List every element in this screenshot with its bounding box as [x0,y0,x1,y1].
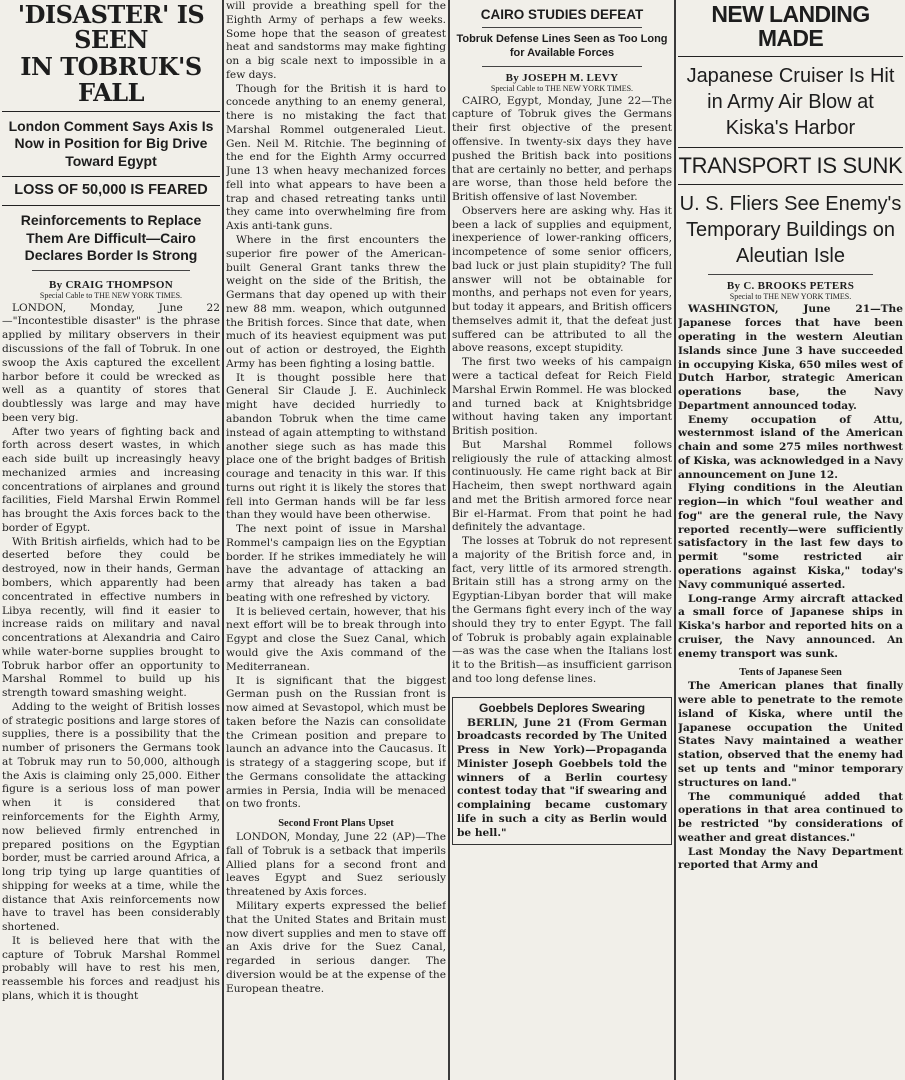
paragraph: Where in the first encounters the superior fire power of the American-built General Grant tanks threw the weight on the side of the British, the Germans that day opened up with their new 88 mm. weapon, which outgunned the British forces. Since that date, when much of its heaviest equipment was put out of action or destroyed, the Eighth Army has been fighting a losing battle. [226,234,446,370]
column-rule [222,0,224,1080]
article-body [452,95,672,687]
article-continuation [226,0,446,1080]
deck: LOSS OF 50,000 IS FEARED [14,182,208,199]
dateline-credit: Special Cable to THE NEW YORK TIMES. [39,290,183,300]
article-tobruk-fall [2,0,220,1080]
paragraph: Adding to the weight of British losses of strategic positions and large stores of supplies, there is a possibility that the number of prisoners the Germans took at Tobruk may run to 50,000, although the Axis is claiming only 25,000. Either figure is a serious loss of man power when it is considered that reinforcements for the Eighth Army, now believed firmly entrenched in prepared positions on the Egyptian border, must be carried around Africa, a long trip tying up large quantities of shipping for weeks at a time, while the distance that Axis reinforcements now have to travel has been considerably shortened. [2,700,220,934]
deck: Reinforcements to Replace Them Are Difficult—Cairo Declares Border Is Strong [20,212,202,264]
article-kiska [678,0,903,1080]
paragraph: Last Monday the Navy Department reported that Army and [678,845,903,872]
article-body [678,680,903,873]
paragraph: With British airfields, which had to be deserted before they could be destroyed, now in their hands, German bombers, which apparently had been concentrated in effective numbers in Libya recently, will find it easier to increase raids on military and naval concentrations at Alexandria and Cairo while water-borne supplies brought to Tobruk harbor offer an opportunity to Marshal Rommel to build up his strength toward smashing weight. [2,535,220,700]
subhead: Tents of Japanese Seen [739,667,842,679]
article-cairo [452,0,672,1080]
headline: 'DISASTER' IS SEEN [17,0,205,55]
sidebar-box [452,697,672,846]
divider [678,184,903,185]
paragraph: Military experts expressed the belief that the United States and Britain must now divert supplies and men to stave off an Axis drive for the Suez Canal, regarded in serious danger. The diversion would be at the expense of the European theatre. [226,900,446,995]
paragraph: will provide a breathing spell for the Eighth Army of perhaps a few weeks. Some hope that the season of greatest heat and sandstorms may make fighting on a big scale next to impossible in a few days. [226,0,446,81]
article-body [226,831,446,996]
column-rule [674,0,676,1080]
subhead: Second Front Plans Upset [278,818,394,830]
divider [678,147,903,148]
headline: IN TOBRUK'S FALL [20,52,202,107]
paragraph: Long-range Army aircraft attacked a small force of Japanese ships in Kiska's harbor and reported hits on a cruiser, the Navy announced. An enemy transport was sunk. [678,592,903,660]
paragraph: Enemy occupation of Attu, westernmost island of the American chain and some 275 miles northwest of Kiska, was acknowledged in a Navy announcement on June 12. [678,413,903,481]
divider [2,176,220,177]
paragraph: Observers here are asking why. Has it been a lack of supplies and equipment, inexperience of lower-ranking officers, incompetence of some senior officers, bad luck or just plain stupidity? The full answer will not be obtainable for months, and perhaps not even for years, but today it appears, and British officers themselves admit it, that the defeat just suffered can be attributed to all the above reasons, except stupidity. [452,204,672,355]
divider [482,27,642,28]
paragraph: It is believed here that with the capture of Tobruk Marshal Rommel probably will have to rest his men, reassemble his forces and readjust his plans, which it is thought [2,934,220,1002]
paragraph: The next point of issue in Marshal Rommel's campaign lies on the Egyptian border. If he strikes immediately he will have the advantage of attacking an army that already has taken a bad beating with one refreshed by victory. [226,523,446,604]
deck: Tobruk Defense Lines Seen as Too Long for Available Forces [456,33,668,59]
divider [2,205,220,206]
paragraph: The American planes that finally were able to penetrate to the remote island of Kiska, where until the Japanese occupation the United States Navy maintained a weather station, observed that the enemy had set up tents and "minor temporary structures on land." [678,680,903,789]
deck: U. S. Fliers See Enemy's Temporary Buildings on Aleutian Isle [679,193,902,268]
article-body [226,0,446,812]
paragraph: It is significant that the biggest German push on the Russian front is now aimed at Sevastopol, which must be taken before the Nazis can consolidate the Crimean position and prepare to launch an advance into the Caucasus. It is strategy of a staggering scope, but if the Germans consolidate the attacking armies in Persia, India will be menaced on two fronts. [226,674,446,811]
paragraph: WASHINGTON, June 21—The Japanese forces that have been operating in the western Aleutian Islands since June 3 have succeeded in occupying Kiska, 650 miles west of Dutch Harbor, strategic American operations base, the Navy Department announced today. [678,303,903,412]
deck: Japanese Cruiser Is Hit in Army Air Blow at Kiska's Harbor [686,65,895,140]
divider [678,56,903,57]
paragraph: But Marshal Rommel follows religiously the rule of attacking almost continuously. He came right back at Bir Hacheim, then swept northward again and met the British armored force near Bir el-Harmat. From that point he had definitely the advantage. [452,438,672,534]
paragraph: LONDON, Monday, June 22 (AP)—The fall of Tobruk is a setback that imperils Allied plans for a second front and leaves Egypt and Suez seriously threatened by Axis forces. [226,831,446,899]
paragraph: The first two weeks of his campaign were a tactical defeat for Reich Field Marshal Erwin Rommel. He was blocked and turned back at Knightsbridge without having taken any important British position. [452,356,672,438]
deck: London Comment Says Axis Is Now in Position for Big Drive Toward Egypt [8,117,214,169]
dateline-credit: Special to THE NEW YORK TIMES. [729,292,852,302]
byline: By CRAIG THOMPSON [48,278,174,291]
paragraph: The losses at Tobruk do not represent a majority of the British force and, in fact, very little of its armored strength. Britain still has a strong army on the Egyptian-Libyan border that will make the Germans fight every inch of the way should they try to enter Egypt. The fall of Tobruk is probably again explainable—as was the case when the Italians lost it to the British—as insufficient garrison and too long defense lines. [452,535,672,685]
paragraph: Flying conditions in the Aleutian region—in which "foul weather and fog" are the general rule, the Navy reported recently—were sufficiently satisfactory in the last few days to permit "some restricted air operations against Kiska," today's Navy communiqué asserted. [678,482,903,591]
deck: TRANSPORT IS SUNK [678,153,903,179]
paragraph: After two years of fighting back and forth across desert wastes, in which each side built up increasingly heavy mechanized armies and increasing concentrations of airplanes and ground facilities, Field Marshal Erwin Rommel has brought the Axis forces back to the border of Egypt. [2,425,220,534]
column-rule [448,0,450,1080]
byline: By C. BROOKS PETERS [726,280,855,293]
headline: NEW LANDING MADE [711,1,870,52]
paragraph: LONDON, Monday, June 22—"Incontestible disaster" is the phrase applied by military observers in their discussions of the fall of Tobruk. In one swoop the Axis captured the excellent harbor before it could be wrecked as well as a quantity of stores that doubtlessly was large and may have been very big. [2,301,220,424]
box-headline: Goebbels Deplores Swearing [478,700,646,715]
box-body [457,717,667,841]
divider [482,66,642,67]
paragraph: BERLIN, June 21 (From German broadcasts recorded by The United Press in New York)—Propaganda Minister Joseph Goebbels told the winners of a Berlin courtesy contest today that "if swearing and complaining became customary life in such a city as Berlin would be hell." [457,716,667,839]
paragraph: CAIRO, Egypt, Monday, June 22—The capture of Tobruk gives the Germans their first objective of the present offensive. In twenty-six days they have pushed the British back into positions that are certainly no better, and perhaps are worse, than those held before the British offensive of last November. [452,94,672,204]
divider [32,270,190,271]
divider [2,111,220,112]
article-body [2,302,220,1004]
paragraph: Though for the British it is hard to concede anything to an enemy general, there is no mistaking the fact that Marshal Rommel outgeneraled Lieut. Gen. Neil M. Ritchie. The beginning of the end for the Eighth Army occurred June 13 when heavy mechanized forces fell into what appears to have been a trap and chased retreating tanks until they came into overwhelming fire from Axis anti-tank guns. [226,82,446,233]
divider [708,274,873,275]
headline: CAIRO STUDIES DEFEAT [480,7,644,22]
paragraph: The communiqué added that operations in that area continued to be restricted "by considerations of weather and great distances." [678,790,903,844]
byline: By JOSEPH M. LEVY [505,71,619,84]
paragraph: It is thought possible here that General Sir Claude J. E. Auchinleck might have decided hurriedly to abandon Tobruk when the time came instead of again attempting to withstand another siege such as has made this place one of the bright badges of British courage and tenacity in this war. If this turns out right it is likely the stores that fell into German hands will be far less than they would have been otherwise. [226,371,446,522]
paragraph: It is believed certain, however, that his next effort will be to break through into Egypt and close the Suez Canal, which would give the Axis command of the Mediterranean. [226,605,446,673]
dateline-credit: Special Cable to THE NEW YORK TIMES. [490,83,634,93]
article-body [678,303,903,661]
